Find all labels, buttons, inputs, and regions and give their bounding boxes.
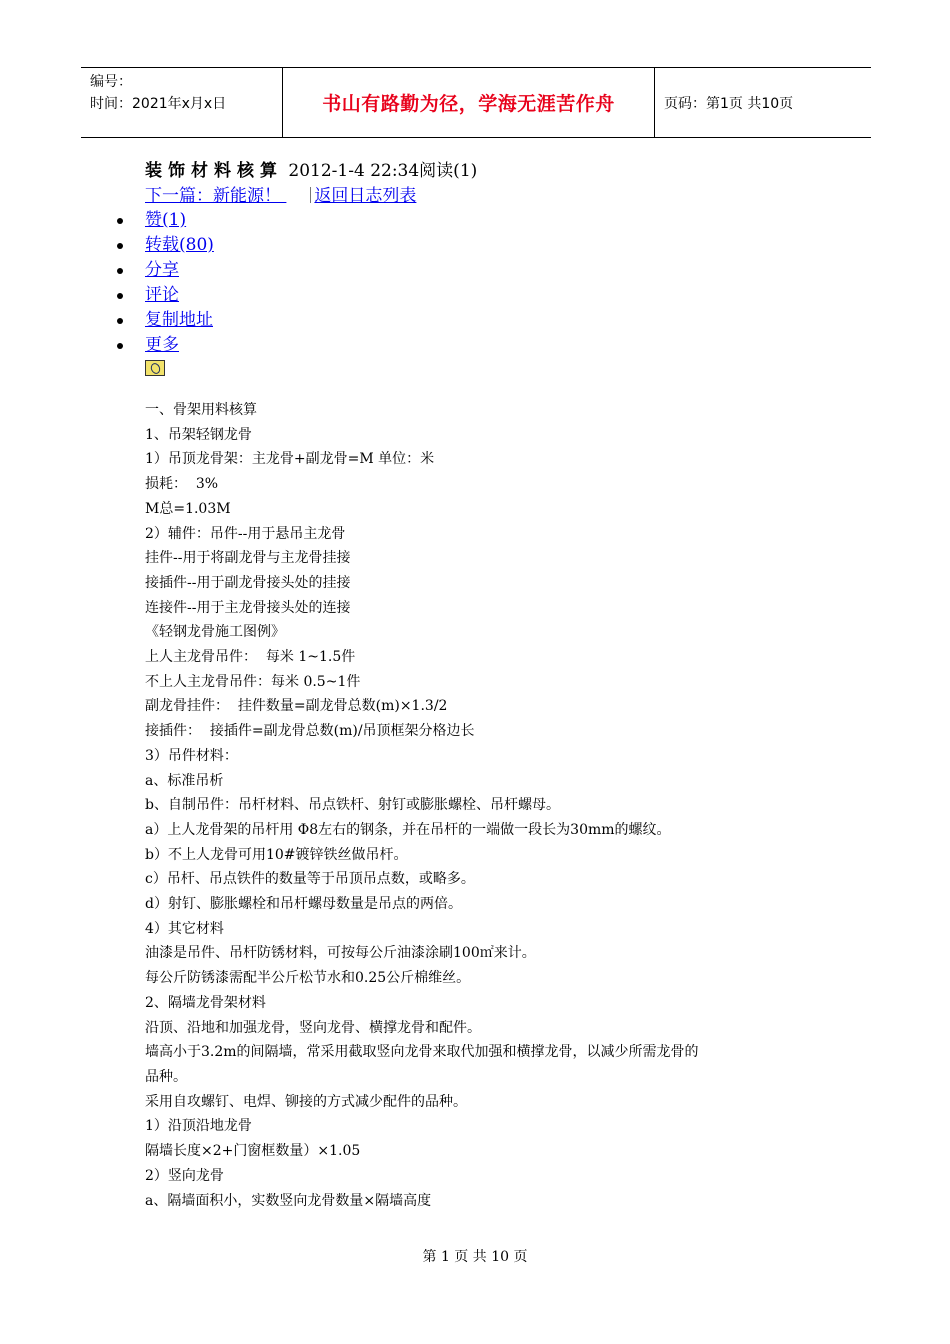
comment-link[interactable]: 评论 xyxy=(145,285,179,305)
body-line: 损耗： 3% xyxy=(145,476,219,493)
body-line: 油漆是吊件、吊杆防锈材料，可按每公斤油漆涂刷100㎡来计。 xyxy=(145,945,536,962)
article-body xyxy=(145,398,825,1213)
body-line: 每公斤防锈漆需配半公斤松节水和0.25公斤棉维丝。 xyxy=(145,970,471,987)
nav-separator xyxy=(310,187,311,203)
body-line: 3）吊件材料： xyxy=(145,747,238,764)
body-line: c）吊杆、吊点铁件的数量等于吊顶吊点数，或略多。 xyxy=(145,871,475,888)
bullet-icon xyxy=(117,268,123,274)
header-meta-cell xyxy=(81,68,283,137)
bullet-icon xyxy=(117,218,123,224)
article-content xyxy=(145,158,825,1213)
article-meta: 2012-1-4 22:34阅读(1) xyxy=(283,161,478,181)
body-line: 不上人主龙骨吊件：每米 0.5~1件 xyxy=(145,673,361,690)
body-line: 《轻钢龙骨施工图例》 xyxy=(145,624,285,641)
attachment-icon[interactable] xyxy=(145,360,165,376)
body-line: 连接件--用于主龙骨接头处的连接 xyxy=(145,599,351,616)
body-line: 挂件--用于将副龙骨与主龙骨挂接 xyxy=(145,550,351,567)
page-header xyxy=(81,67,871,138)
body-line: 隔墙长度×2+门窗框数量）×1.05 xyxy=(145,1143,361,1160)
body-line: 一、骨架用料核算 xyxy=(145,402,257,418)
body-line: 2）竖向龙骨 xyxy=(145,1167,224,1184)
body-line: 2、隔墙龙骨架材料 xyxy=(145,994,266,1011)
body-line: 沿顶、沿地和加强龙骨，竖向龙骨、横撑龙骨和配件。 xyxy=(145,1019,481,1036)
action-item-copy-address xyxy=(145,308,825,333)
body-line: M总=1.03M xyxy=(145,500,231,517)
header-motto: 书山有路勤为径，学海无涯苦作舟 xyxy=(283,68,655,137)
back-to-list-link[interactable]: 返回日志列表 xyxy=(314,186,417,206)
repost-link[interactable]: 转载(80) xyxy=(145,235,214,255)
body-line: 采用自攻螺钉、电焊、铆接的方式减少配件的品种。 xyxy=(145,1093,467,1110)
action-list xyxy=(145,208,825,358)
like-link[interactable]: 赞(1) xyxy=(145,210,187,230)
action-item-more xyxy=(145,333,825,358)
body-line: b）不上人龙骨可用10#镀锌铁丝做吊杆。 xyxy=(145,846,408,863)
body-line: a、隔墙面积小，实数竖向龙骨数量×隔墙高度 xyxy=(145,1192,432,1209)
action-item-like xyxy=(145,208,825,233)
action-item-comment xyxy=(145,283,825,308)
body-line: 1、吊架轻钢龙骨 xyxy=(145,426,252,443)
page-footer: 第 1 页 共 10 页 xyxy=(422,1249,528,1265)
body-line: 2）辅件：吊件--用于悬吊主龙骨 xyxy=(145,525,346,542)
bullet-icon xyxy=(117,243,123,249)
body-line: 上人主龙骨吊件： 每米 1~1.5件 xyxy=(145,649,356,666)
body-line: a）上人龙骨架的吊杆用 Φ8左右的钢条，并在吊杆的一端做一段长为30mm的螺纹。 xyxy=(145,821,671,838)
article-title-line xyxy=(145,158,825,184)
body-line: 4）其它材料 xyxy=(145,920,224,937)
time-label: 时间：2021年x月x日 xyxy=(90,96,227,112)
more-link[interactable]: 更多 xyxy=(145,335,179,355)
number-label: 编号： xyxy=(90,74,132,90)
body-line: b、自制吊件：吊杆材料、吊点铁杆、射钉或膨胀螺栓、吊杆螺母。 xyxy=(145,797,560,814)
bullet-icon xyxy=(117,318,123,324)
share-link[interactable]: 分享 xyxy=(145,260,179,280)
header-page-info: 页码：第1页 共10页 xyxy=(664,95,794,112)
copy-address-link[interactable]: 复制地址 xyxy=(145,310,213,330)
body-line: 品种。 xyxy=(145,1068,187,1085)
article-nav xyxy=(145,184,825,208)
body-line: 接插件--用于副龙骨接头处的挂接 xyxy=(145,574,351,591)
action-item-share xyxy=(145,258,825,283)
body-line: 接插件： 接插件=副龙骨总数(m)/吊顶框架分格边长 xyxy=(145,723,475,740)
body-line: 副龙骨挂件： 挂件数量=副龙骨总数(m)×1.3/2 xyxy=(145,698,448,715)
body-line: d）射钉、膨胀螺栓和吊杆螺母数量是吊点的两倍。 xyxy=(145,896,462,913)
action-item-repost xyxy=(145,233,825,258)
bullet-icon xyxy=(117,343,123,349)
article-title: 装饰材料核算 xyxy=(145,161,283,181)
body-line: a、标准吊析 xyxy=(145,772,224,789)
bullet-icon xyxy=(117,293,123,299)
body-line: 1）吊顶龙骨架：主龙骨+副龙骨=M 单位：米 xyxy=(145,451,435,468)
body-line: 1）沿顶沿地龙骨 xyxy=(145,1118,252,1135)
body-line: 墙高小于3.2m的间隔墙，常采用截取竖向龙骨来取代加强和横撑龙骨，以减少所需龙骨的 xyxy=(145,1044,699,1061)
next-post-link[interactable]: 下一篇：新能源！ xyxy=(145,186,287,206)
